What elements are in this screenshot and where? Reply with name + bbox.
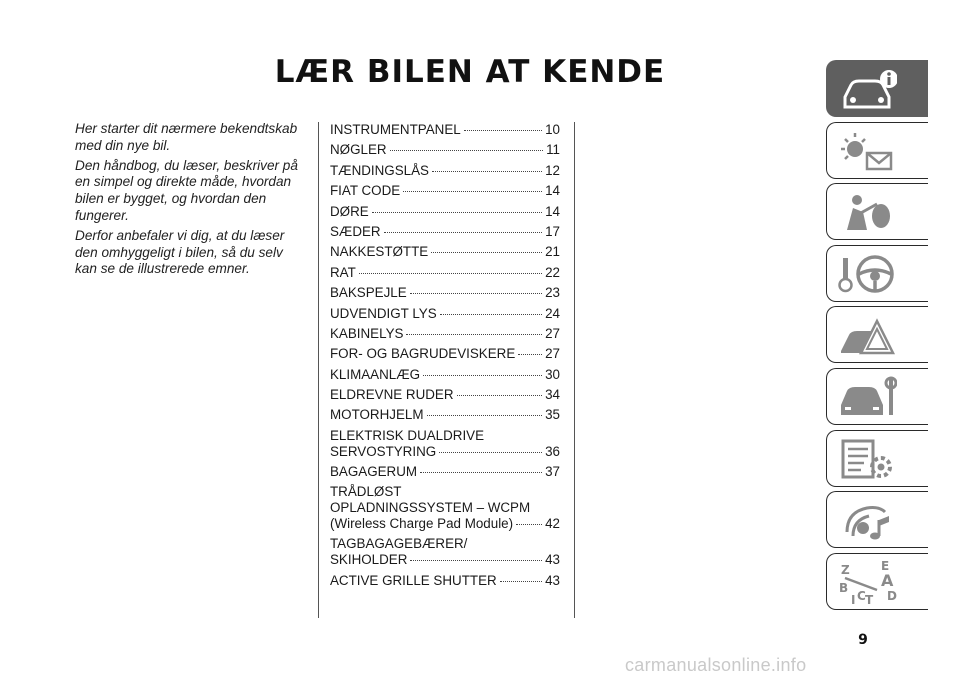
toc-entry-page: 43 — [545, 572, 560, 588]
toc-entry-label: SKIHOLDER — [330, 552, 408, 568]
toc-entry-page: 27 — [545, 346, 560, 362]
toc-entry-label-line: TAGBAGAGEBÆRER/ — [330, 536, 468, 552]
index-letter: B — [839, 580, 849, 595]
toc-leader-dots — [464, 130, 542, 131]
table-of-contents — [330, 122, 560, 593]
toc-leader-dots — [372, 212, 542, 213]
toc-entry-label: FOR- OG BAGRUDEVISKERE — [330, 346, 516, 362]
toc-entry[interactable] — [330, 464, 560, 480]
index-letter: D — [887, 588, 897, 603]
page-title: LÆR BILEN AT KENDE — [274, 54, 666, 90]
toc-leader-dots — [403, 191, 542, 192]
car-maintenance-icon — [837, 375, 897, 419]
column-divider-right — [574, 122, 575, 618]
toc-entry-page: 30 — [545, 366, 560, 382]
intro-paragraph: Den håndbog, du læser, beskriver på en simpel og direkte måde, hvordan bilen er bygget, og hvordan den fungerer. — [75, 157, 298, 223]
index-letter: T — [865, 592, 874, 604]
toc-entry-page: 34 — [545, 387, 560, 403]
chapter-tab[interactable] — [826, 245, 928, 302]
toc-entry[interactable] — [330, 428, 560, 460]
toc-entry[interactable] — [330, 346, 560, 362]
multimedia-icon — [837, 498, 897, 542]
toc-entry-label: FIAT CODE — [330, 183, 401, 199]
toc-entry-label: BAKSPEJLE — [330, 285, 407, 301]
intro-text — [75, 121, 307, 281]
toc-entry-label-line: OPLADNINGSSYSTEM – WCPM — [330, 500, 531, 516]
toc-entry-label: ACTIVE GRILLE SHUTTER — [330, 572, 497, 588]
toc-leader-dots — [427, 415, 543, 416]
toc-entry-label: NAKKESTØTTE — [330, 244, 429, 260]
toc-entry-label: NØGLER — [330, 142, 387, 158]
toc-entry-page: 12 — [545, 162, 560, 178]
chapter-tab[interactable] — [826, 491, 928, 548]
toc-leader-dots — [457, 395, 543, 396]
airbag-passenger-icon — [837, 190, 897, 234]
toc-entry[interactable] — [330, 163, 560, 179]
page-number: 9 — [858, 632, 868, 648]
chapter-tab[interactable] — [826, 553, 928, 610]
watermark: carmanualsonline.info — [625, 655, 807, 675]
toc-entry-page: 37 — [545, 464, 560, 480]
toc-entry[interactable] — [330, 224, 560, 240]
chapter-tab[interactable] — [826, 368, 928, 425]
toc-entry[interactable] — [330, 536, 560, 568]
toc-entry-label: TÆNDINGSLÅS — [330, 162, 429, 178]
toc-entry[interactable] — [330, 204, 560, 220]
toc-entry[interactable] — [330, 244, 560, 260]
toc-leader-dots — [440, 314, 542, 315]
toc-entry-label: (Wireless Charge Pad Module) — [330, 516, 514, 532]
chapter-tab[interactable] — [826, 183, 928, 240]
toc-entry-label: MOTORHJELM — [330, 407, 424, 423]
toc-leader-dots — [439, 452, 542, 453]
toc-leader-dots — [384, 232, 542, 233]
toc-entry-page: 24 — [545, 305, 560, 321]
toc-entry-label: INSTRUMENTPANEL — [330, 122, 461, 137]
toc-entry-label: KLIMAANLÆG — [330, 366, 421, 382]
toc-entry[interactable] — [330, 367, 560, 383]
toc-entry-page: 10 — [545, 122, 560, 137]
index-letter: Z — [841, 562, 850, 577]
toc-leader-dots — [390, 150, 543, 151]
toc-entry[interactable] — [330, 306, 560, 322]
toc-entry-page: 14 — [545, 183, 560, 199]
toc-entry[interactable] — [330, 387, 560, 403]
toc-entry-label: DØRE — [330, 203, 369, 219]
car-info-icon — [837, 67, 897, 111]
toc-entry-label: UDVENDIGT LYS — [330, 305, 437, 321]
toc-leader-dots — [516, 524, 542, 525]
column-divider-left — [318, 122, 319, 618]
toc-entry[interactable] — [330, 265, 560, 281]
toc-leader-dots — [432, 171, 542, 172]
warning-lights-icon — [837, 129, 897, 173]
toc-entry-label-line: TRÅDLØST — [330, 484, 402, 500]
toc-leader-dots — [406, 334, 542, 335]
toc-leader-dots — [359, 273, 542, 274]
toc-entry-label: SERVOSTYRING — [330, 443, 437, 459]
toc-leader-dots — [431, 252, 542, 253]
toc-entry[interactable] — [330, 285, 560, 301]
toc-leader-dots — [420, 472, 542, 473]
toc-entry-label: SÆDER — [330, 223, 381, 239]
toc-leader-dots — [410, 293, 542, 294]
index-letter: I — [851, 592, 856, 604]
toc-entry-page: 22 — [545, 264, 560, 280]
toc-entry[interactable] — [330, 142, 560, 158]
toc-leader-dots — [423, 375, 542, 376]
toc-entry-page: 27 — [545, 325, 560, 341]
toc-entry-label: RAT — [330, 264, 356, 280]
technical-data-icon — [837, 437, 897, 481]
toc-entry-label-line: ELEKTRISK DUALDRIVE — [330, 427, 485, 443]
toc-entry-label: KABINELYS — [330, 325, 404, 341]
chapter-tab[interactable] — [826, 430, 928, 487]
toc-entry-label: BAGAGERUM — [330, 464, 418, 480]
toc-entry[interactable] — [330, 122, 560, 138]
toc-entry[interactable] — [330, 573, 560, 589]
chapter-tab[interactable] — [826, 122, 928, 179]
toc-entry[interactable] — [330, 326, 560, 342]
toc-entry-page: 43 — [545, 552, 560, 568]
toc-entry-page: 11 — [546, 142, 560, 158]
toc-leader-dots — [518, 354, 542, 355]
toc-entry-label: ELDREVNE RUDER — [330, 387, 454, 403]
chapter-tab[interactable] — [826, 60, 928, 117]
toc-entry[interactable] — [330, 407, 560, 423]
intro-paragraph: Her starter dit nærmere bekendtskab med din nye bil. — [75, 121, 298, 153]
index-letter: E — [881, 559, 890, 573]
toc-entry-page: 42 — [545, 516, 560, 532]
toc-leader-dots — [410, 560, 542, 561]
steering-wheel-icon — [837, 252, 897, 296]
alphabetical-index-icon — [837, 560, 897, 604]
toc-entry-page: 23 — [545, 285, 560, 301]
toc-entry-page: 21 — [545, 244, 560, 260]
toc-entry[interactable] — [330, 183, 560, 199]
toc-entry-page: 35 — [545, 407, 560, 423]
index-letter: C — [857, 588, 866, 603]
toc-entry-page: 17 — [545, 223, 560, 239]
intro-paragraph: Derfor anbefaler vi dig, at du læser den omhyggeligt i bilen, så du selv kan se de illustrerede emner. — [75, 227, 285, 277]
toc-leader-dots — [500, 581, 542, 582]
toc-entry[interactable] — [330, 484, 560, 531]
emergency-triangle-icon — [837, 313, 897, 357]
index-letter: A — [881, 570, 894, 590]
toc-entry-page: 36 — [545, 443, 560, 459]
chapter-tab[interactable] — [826, 306, 928, 363]
toc-entry-page: 14 — [545, 203, 560, 219]
